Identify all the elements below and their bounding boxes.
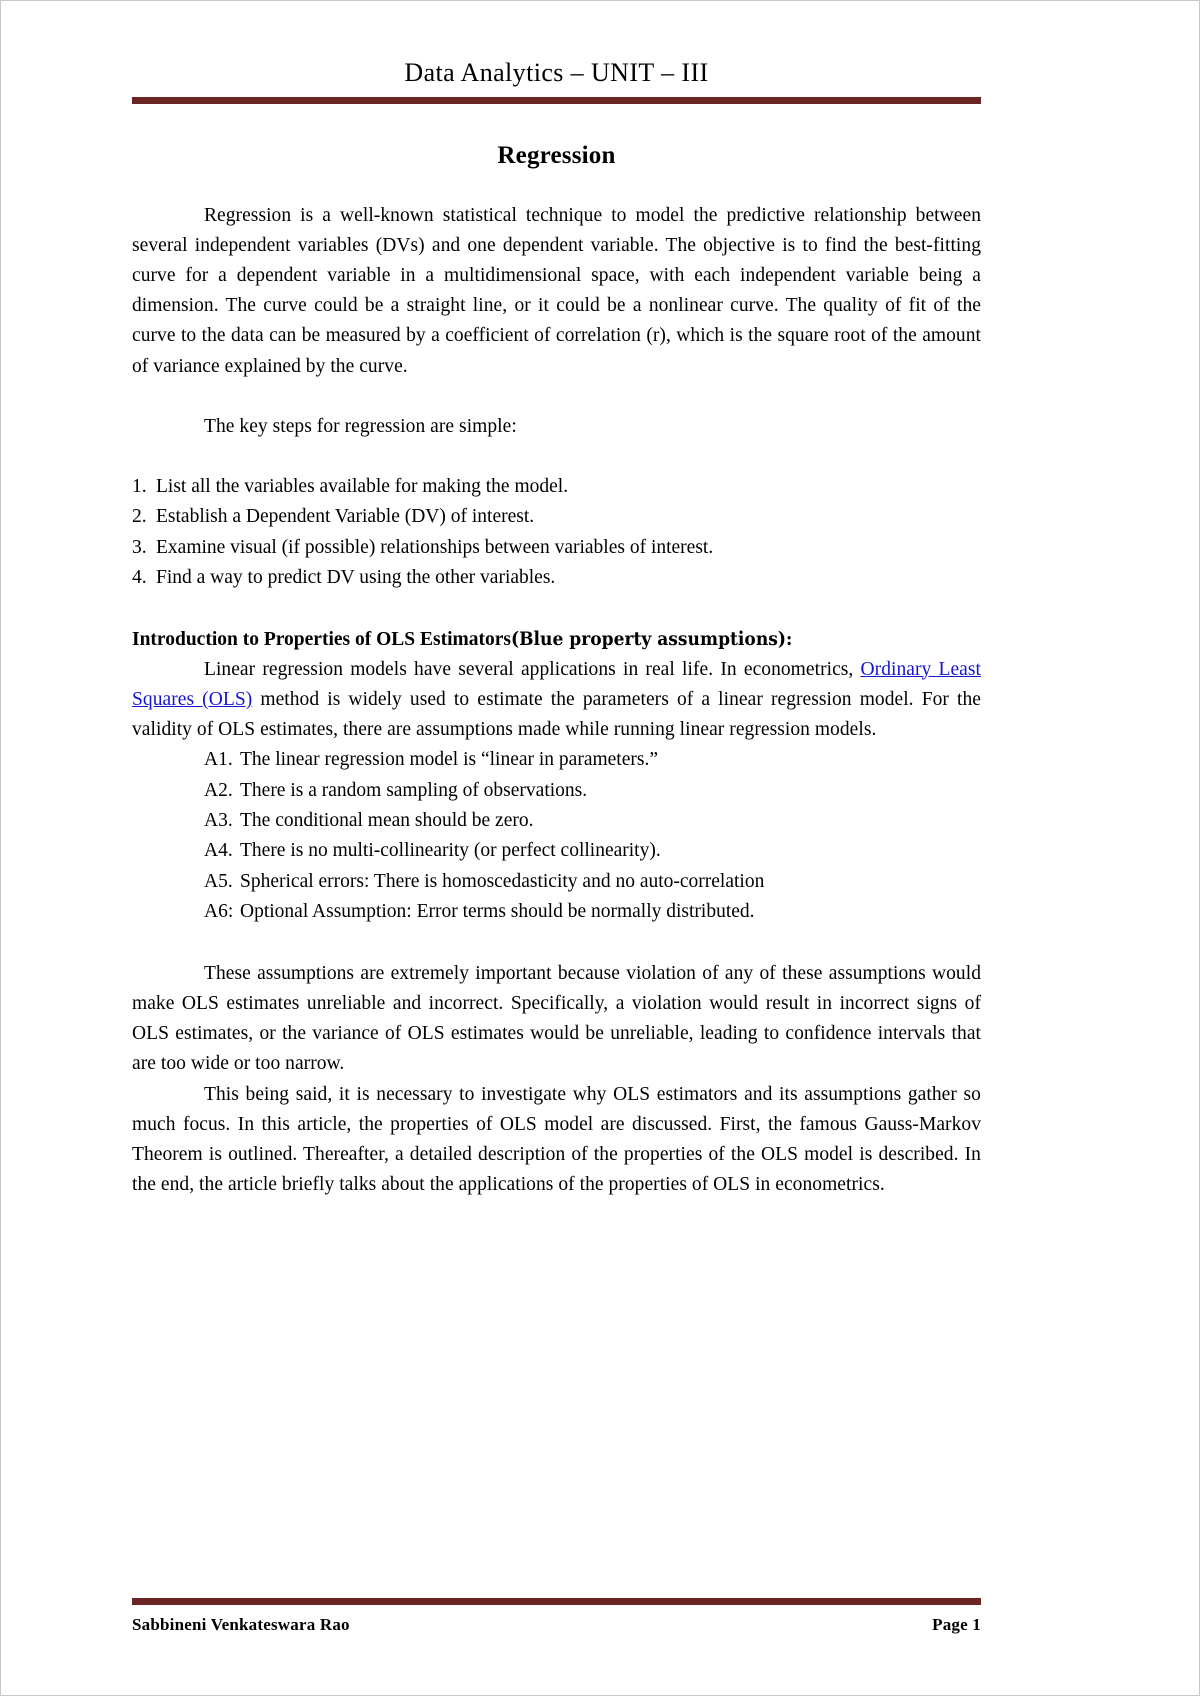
list-marker: A6: <box>204 901 234 923</box>
list-item-label: The conditional mean should be zero. <box>240 810 534 832</box>
list-marker: 4. <box>132 567 147 589</box>
list-marker: 1. <box>132 476 147 498</box>
paragraph-intro: Regression is a well-known statistical technique to model the predictive relationship between several independent variables (DVs) and one dependent variable. The objective is to find the best-fitting curve for a dependent variable in a multidimensional space, with each independent variable being a dimension. The curve could be a straight line, or it could be a nonlinear curve. The quality of fit of the curve to the data can be measured by a coefficient of correlation (r), which is the square root of the amount of variance explained by the curve. <box>132 204 981 377</box>
list-item <box>204 897 981 927</box>
spacer <box>132 442 981 472</box>
spacer <box>132 382 981 412</box>
list-item-label: There is no multi-collinearity (or perfect collinearity). <box>240 840 661 862</box>
list-marker: 2. <box>132 506 147 528</box>
list-item <box>204 776 981 806</box>
footer-divider <box>132 1598 981 1605</box>
page-title: Regression <box>497 141 616 169</box>
list-item-label: Find a way to predict DV using the other variables. <box>156 567 556 589</box>
footer-row <box>132 1615 981 1635</box>
list-item <box>132 472 981 502</box>
paragraph-text-before-link: Linear regression models have several applications in real life. In econometrics, <box>204 658 861 680</box>
footer-page-number: Page 1 <box>932 1615 981 1634</box>
footer-author: Sabbineni Venkateswara Rao <box>132 1615 350 1634</box>
section-heading-main: Introduction to Properties of OLS Estimators <box>132 628 511 650</box>
list-item-label: List all the variables available for making the model. <box>156 476 569 498</box>
list-item <box>204 867 981 897</box>
list-item-label: The linear regression model is “linear in parameters.” <box>240 749 658 771</box>
list-item <box>204 806 981 836</box>
list-item <box>204 836 981 866</box>
list-item-label: Optional Assumption: Error terms should be normally distributed. <box>240 901 755 923</box>
paragraph-article-overview: This being said, it is necessary to investigate why OLS estimators and its assumptions gather so much focus. In this article, the properties of OLS model are discussed. First, the famous Gauss-Markov Theorem is outlined. Thereafter, a detailed description of the properties of the OLS model is described. In the end, the article briefly talks about the applications of the properties of OLS in econometrics. <box>132 1083 981 1196</box>
paragraph-assumptions-importance: These assumptions are extremely important because violation of any of these assumptions would make OLS estimates unreliable and incorrect. Specifically, a violation would result in incorrect signs of OLS estimates, or the variance of OLS estimates would be unreliable, leading to confidence intervals that are too wide or too narrow. <box>132 962 981 1075</box>
paragraph-ols-intro <box>132 655 981 746</box>
list-item <box>132 533 981 563</box>
page-footer <box>132 1598 981 1635</box>
key-steps-list <box>132 472 981 594</box>
spacer <box>132 594 981 624</box>
section-heading-suffix: (Blue property assumptions): <box>510 627 793 650</box>
paragraph-text-after-link: method is widely used to estimate the parameters of a linear regression model. For the validity of OLS estimates, there are assumptions made while running linear regression models. <box>132 688 981 741</box>
spacer <box>132 170 981 201</box>
paragraph-key-steps-lead: The key steps for regression are simple: <box>204 415 517 437</box>
section-heading <box>132 624 981 655</box>
header-title: Data Analytics – UNIT – III <box>404 58 709 87</box>
page-content <box>132 1 981 1200</box>
ordinary-least-squares-link[interactable]: Ordinary Least Squares (OLS) <box>132 658 981 710</box>
list-item-label: Spherical errors: There is homoscedasticity and no auto-correlation <box>240 870 765 892</box>
list-marker: A3. <box>204 810 233 832</box>
list-marker: A2. <box>204 779 233 801</box>
list-item-label: There is a random sampling of observations. <box>240 779 588 801</box>
header-divider <box>132 97 981 104</box>
list-marker: 3. <box>132 536 147 558</box>
list-marker: A4. <box>204 840 233 862</box>
list-item <box>132 563 981 593</box>
list-item-label: Establish a Dependent Variable (DV) of interest. <box>156 506 535 528</box>
list-item <box>132 502 981 532</box>
list-marker: A5. <box>204 870 233 892</box>
spacer <box>132 928 981 959</box>
list-item-label: Examine visual (if possible) relationships between variables of interest. <box>156 536 714 558</box>
assumptions-list <box>132 745 981 927</box>
list-item <box>204 745 981 775</box>
list-marker: A1. <box>204 749 233 771</box>
page-header <box>132 1 981 104</box>
